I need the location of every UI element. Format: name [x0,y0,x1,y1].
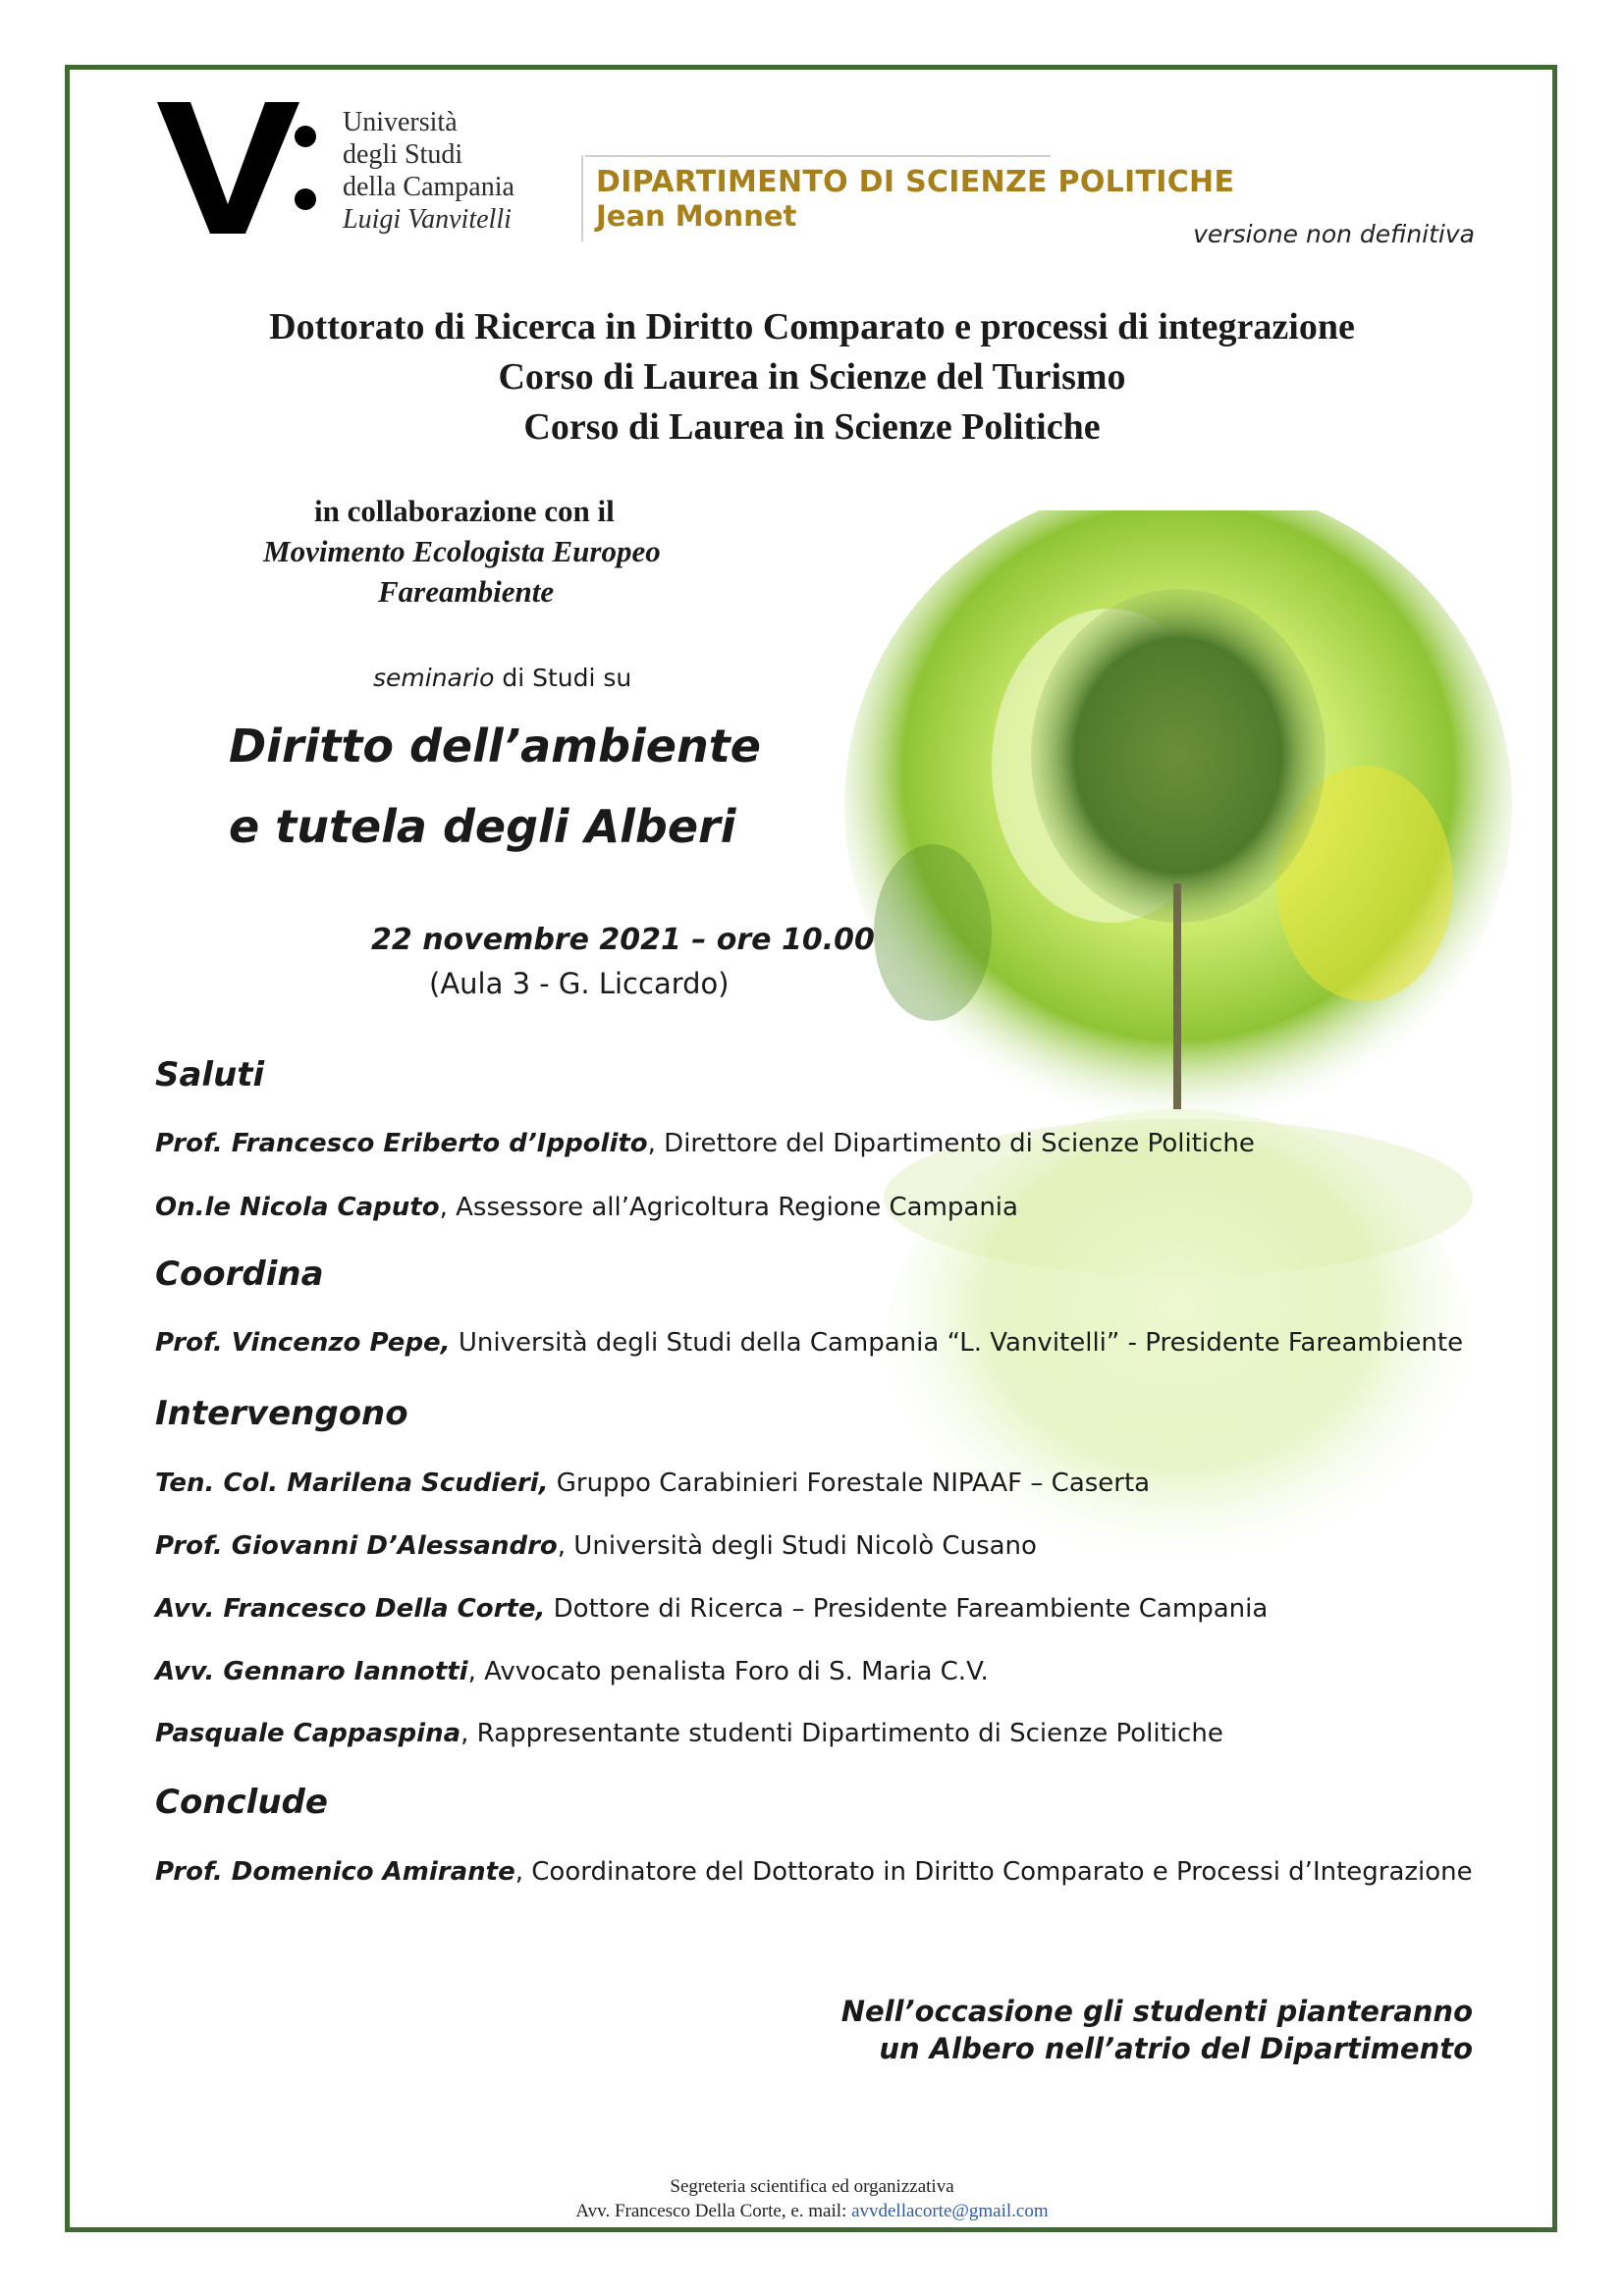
speaker-name: Ten. Col. Marilena Scudieri, [155,1468,549,1498]
section-conclude: Conclude [155,1783,328,1822]
seminar-label [373,664,631,692]
section-coordina: Coordina [155,1255,324,1294]
university-line: della Campania [343,172,514,202]
department-name: DIPARTIMENTO DI SCIENZE POLITICHE [596,165,1235,199]
speaker-name: Prof. Francesco Eriberto d’Ippolito [155,1129,648,1158]
speaker-name: Avv. Gennaro Iannotti [155,1657,468,1686]
speaker-role: Università degli Studi della Campania “L. Vanvitelli” - Presidente Fareambiente [450,1328,1464,1358]
program-entry [155,1193,1018,1222]
footer-line1: Segreteria scientifica ed organizzativa [670,2176,954,2197]
program-entry [155,1719,1223,1748]
speaker-role: Dottore di Ricerca – Presidente Fareambiente Campania [545,1594,1269,1624]
event-room: (Aula 3 - G. Liccardo) [429,967,730,1000]
university-logo-v [157,102,299,234]
speaker-name: Avv. Francesco Della Corte, [155,1594,546,1624]
program-entry [155,1594,1268,1624]
university-name [343,106,514,236]
collaboration-org: Movimento Ecologista Europeo [263,534,661,568]
logo-divider [581,155,583,241]
speaker-name: On.le Nicola Caputo [155,1193,440,1222]
logo-divider-line [585,155,1051,157]
closing-line: un Albero nell’atrio del Dipartimento [879,2032,1473,2065]
seminar-rest: di Studi su [494,664,632,692]
closing-note [841,1993,1473,2067]
speaker-role: , Direttore del Dipartimento di Scienze Politiche [647,1129,1255,1158]
section-intervengono: Intervengono [155,1394,408,1433]
department-subtitle: Jean Monnet [596,199,797,233]
footer-contact: Avv. Francesco Della Corte, e. mail: [575,2201,852,2221]
tree-globe-image [815,510,1532,1590]
event-title-line2: e tutela degli Alberi [229,800,736,853]
speaker-role: , Avvocato penalista Foro di S. Maria C.V. [467,1657,989,1686]
closing-line: Nell’occasione gli studenti pianteranno [840,1995,1473,2028]
speaker-name: Pasquale Cappaspina [155,1719,461,1748]
version-note: versione non definitiva [1193,220,1475,248]
speaker-name: Prof. Vincenzo Pepe, [155,1328,451,1358]
speaker-name: Prof. Giovanni D’Alessandro [155,1531,558,1561]
speaker-role: , Coordinatore del Dottorato in Diritto Comparato e Processi d’Integrazione [514,1857,1473,1887]
program-entry [155,1857,1473,1887]
footer-line2 [0,2199,1624,2223]
email-link[interactable]: avvdellacorte@gmail.com [851,2201,1049,2221]
speaker-role: , Assessore all’Agricoltura Regione Campania [439,1193,1018,1222]
speaker-name: Prof. Domenico Amirante [155,1857,515,1887]
university-line: Luigi Vanvitelli [343,204,512,235]
seminar-word: seminario [373,664,495,692]
collaboration-block [263,491,661,612]
program-entry [155,1657,989,1686]
speaker-role: , Rappresentante studenti Dipartimento di Scienze Politiche [460,1719,1223,1748]
collaboration-org2: Fareambiente [378,574,555,609]
university-line: degli Studi [343,139,463,170]
program-entry [155,1531,1037,1561]
program-entry [155,1129,1255,1158]
heading-tourism: Corso di Laurea in Scienze del Turismo [498,356,1126,398]
event-date: 22 novembre 2021 – ore 10.00 [371,923,875,957]
university-line: Università [343,107,458,137]
university-logo-colon [295,126,316,251]
heading-politics: Corso di Laurea in Scienze Politiche [523,406,1101,448]
collaboration-intro: in collaborazione con il [314,494,615,528]
program-entry [155,1328,1463,1358]
section-saluti: Saluti [155,1055,265,1095]
footer [0,2174,1624,2223]
heading-doctorate: Dottorato di Ricerca in Diritto Comparato e processi di integrazione [269,306,1355,347]
speaker-role: , Università degli Studi Nicolò Cusano [557,1531,1037,1561]
program-entry [155,1468,1150,1498]
event-title-line1: Diritto dell’ambiente [229,720,761,773]
speaker-role: Gruppo Carabinieri Forestale NIPAAF – Caserta [548,1468,1151,1498]
